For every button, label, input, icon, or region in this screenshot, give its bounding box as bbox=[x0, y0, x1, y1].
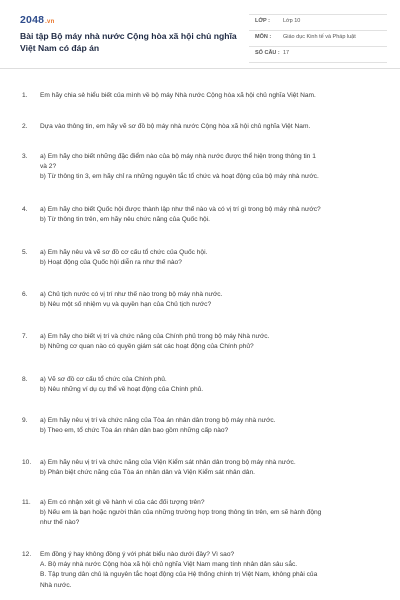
question-number: 6. bbox=[22, 291, 28, 298]
question-text: a) Em có nhận xét gì về hành vi của các đối tượng trên? b) Nếu em là bạn hoặc người thân của những trường hợp trong thông tin trên, em sẽ hành động như thế nào? bbox=[40, 499, 322, 527]
question-number: 7. bbox=[22, 333, 28, 340]
meta-table bbox=[249, 14, 387, 63]
meta-row-lop bbox=[249, 14, 387, 31]
page-title: Bài tập Bộ máy nhà nước Cộng hòa xã hội chủ nghĩa Việt Nam có đáp án bbox=[20, 31, 237, 53]
site-logo[interactable] bbox=[20, 14, 54, 26]
question-text: a) Vẽ sơ đồ cơ cấu tổ chức của Chính phủ. b) Nêu những ví dụ cụ thể về hoạt động của Chính phủ. bbox=[40, 376, 204, 394]
question-number: 2. bbox=[22, 123, 28, 130]
question-text: a) Em hãy nêu vị trí và chức năng của Viện Kiểm sát nhân dân trong bộ máy nhà nước. b) Phân biệt chức năng của Tòa án nhân dân và Viện Kiểm sát nhân dân. bbox=[40, 459, 296, 477]
question-text: Dựa vào thông tin, em hãy vẽ sơ đồ bộ máy nhà nước Cộng hòa xã hội chủ nghĩa Việt Nam. bbox=[40, 123, 311, 130]
logo-suffix: .vn bbox=[45, 19, 55, 25]
question-number: 11. bbox=[22, 499, 31, 506]
question-number: 4. bbox=[22, 206, 28, 213]
question-number: 9. bbox=[22, 417, 28, 424]
header-divider bbox=[0, 68, 400, 69]
question-number: 1. bbox=[22, 92, 28, 99]
meta-value: 17 bbox=[283, 50, 290, 56]
meta-value: Giáo dục Kinh tế và Pháp luật bbox=[283, 34, 356, 40]
question-text: Em đồng ý hay không đồng ý với phát biểu nào dưới đây? Vì sao? A. Bộ máy nhà nước Cộng hòa xã hội chủ nghĩa Việt Nam mang tính nhân dân sâu sắc. B. Tập trung dân chủ là nguyên tắc hoạt động của Hệ thống chính trị Việt Nam, không phải của Nhà nước. bbox=[40, 551, 318, 589]
question-number: 10. bbox=[22, 459, 32, 466]
question-number: 12. bbox=[22, 551, 32, 558]
logo-text: 2048 bbox=[20, 14, 45, 26]
question-text: a) Em hãy nêu vị trí và chức năng của Tòa án nhân dân trong bộ máy nhà nước. b) Theo em, tổ chức Tòa án nhân dân bao gồm những cấp nào? bbox=[40, 417, 276, 435]
meta-label: SỐ CÂU : bbox=[255, 50, 280, 56]
question-text: Em hãy chia sẻ hiểu biết của mình về bộ máy Nhà nước Cộng hòa xã hội chủ nghĩa Việt Nam. bbox=[40, 92, 316, 99]
meta-row-socau bbox=[249, 47, 387, 63]
question-text: a) Em hãy cho biết những đặc điểm nào của bộ máy nhà nước được thể hiện trong thông tin 1 và 2? b) Từ thông tin 3, em hãy chỉ ra những nguyên tắc tổ chức và hoạt động của bộ máy nhà nước. bbox=[40, 153, 319, 181]
meta-label: LỚP : bbox=[255, 18, 270, 24]
question-number: 5. bbox=[22, 249, 28, 256]
meta-label: MÔN : bbox=[255, 34, 272, 40]
meta-value: Lớp 10 bbox=[283, 18, 301, 24]
question-number: 8. bbox=[22, 376, 28, 383]
meta-row-mon bbox=[249, 31, 387, 47]
document-header bbox=[0, 0, 400, 66]
question-number: 3. bbox=[22, 153, 28, 160]
question-text: a) Em hãy nêu và vẽ sơ đồ cơ cấu tổ chức của Quốc hội. b) Hoạt động của Quốc hội diễn ra như thế nào? bbox=[40, 249, 208, 267]
question-text: a) Em hãy cho biết vị trí và chức năng của Chính phủ trong bộ máy Nhà nước. b) Những cơ quan nào có quyền giám sát các hoạt động của Chính phủ? bbox=[40, 333, 270, 351]
question-text: a) Chủ tịch nước có vị trí như thế nào trong bộ máy nhà nước. b) Nêu một số nhiệm vụ và quyền hạn của Chủ tịch nước? bbox=[40, 291, 223, 309]
question-text: a) Em hãy cho biết Quốc hội được thành lập như thế nào và có vị trí gì trong bộ máy nhà nước? b) Từ thông tin trên, em hãy nêu chức năng của Quốc hội. bbox=[40, 206, 321, 224]
